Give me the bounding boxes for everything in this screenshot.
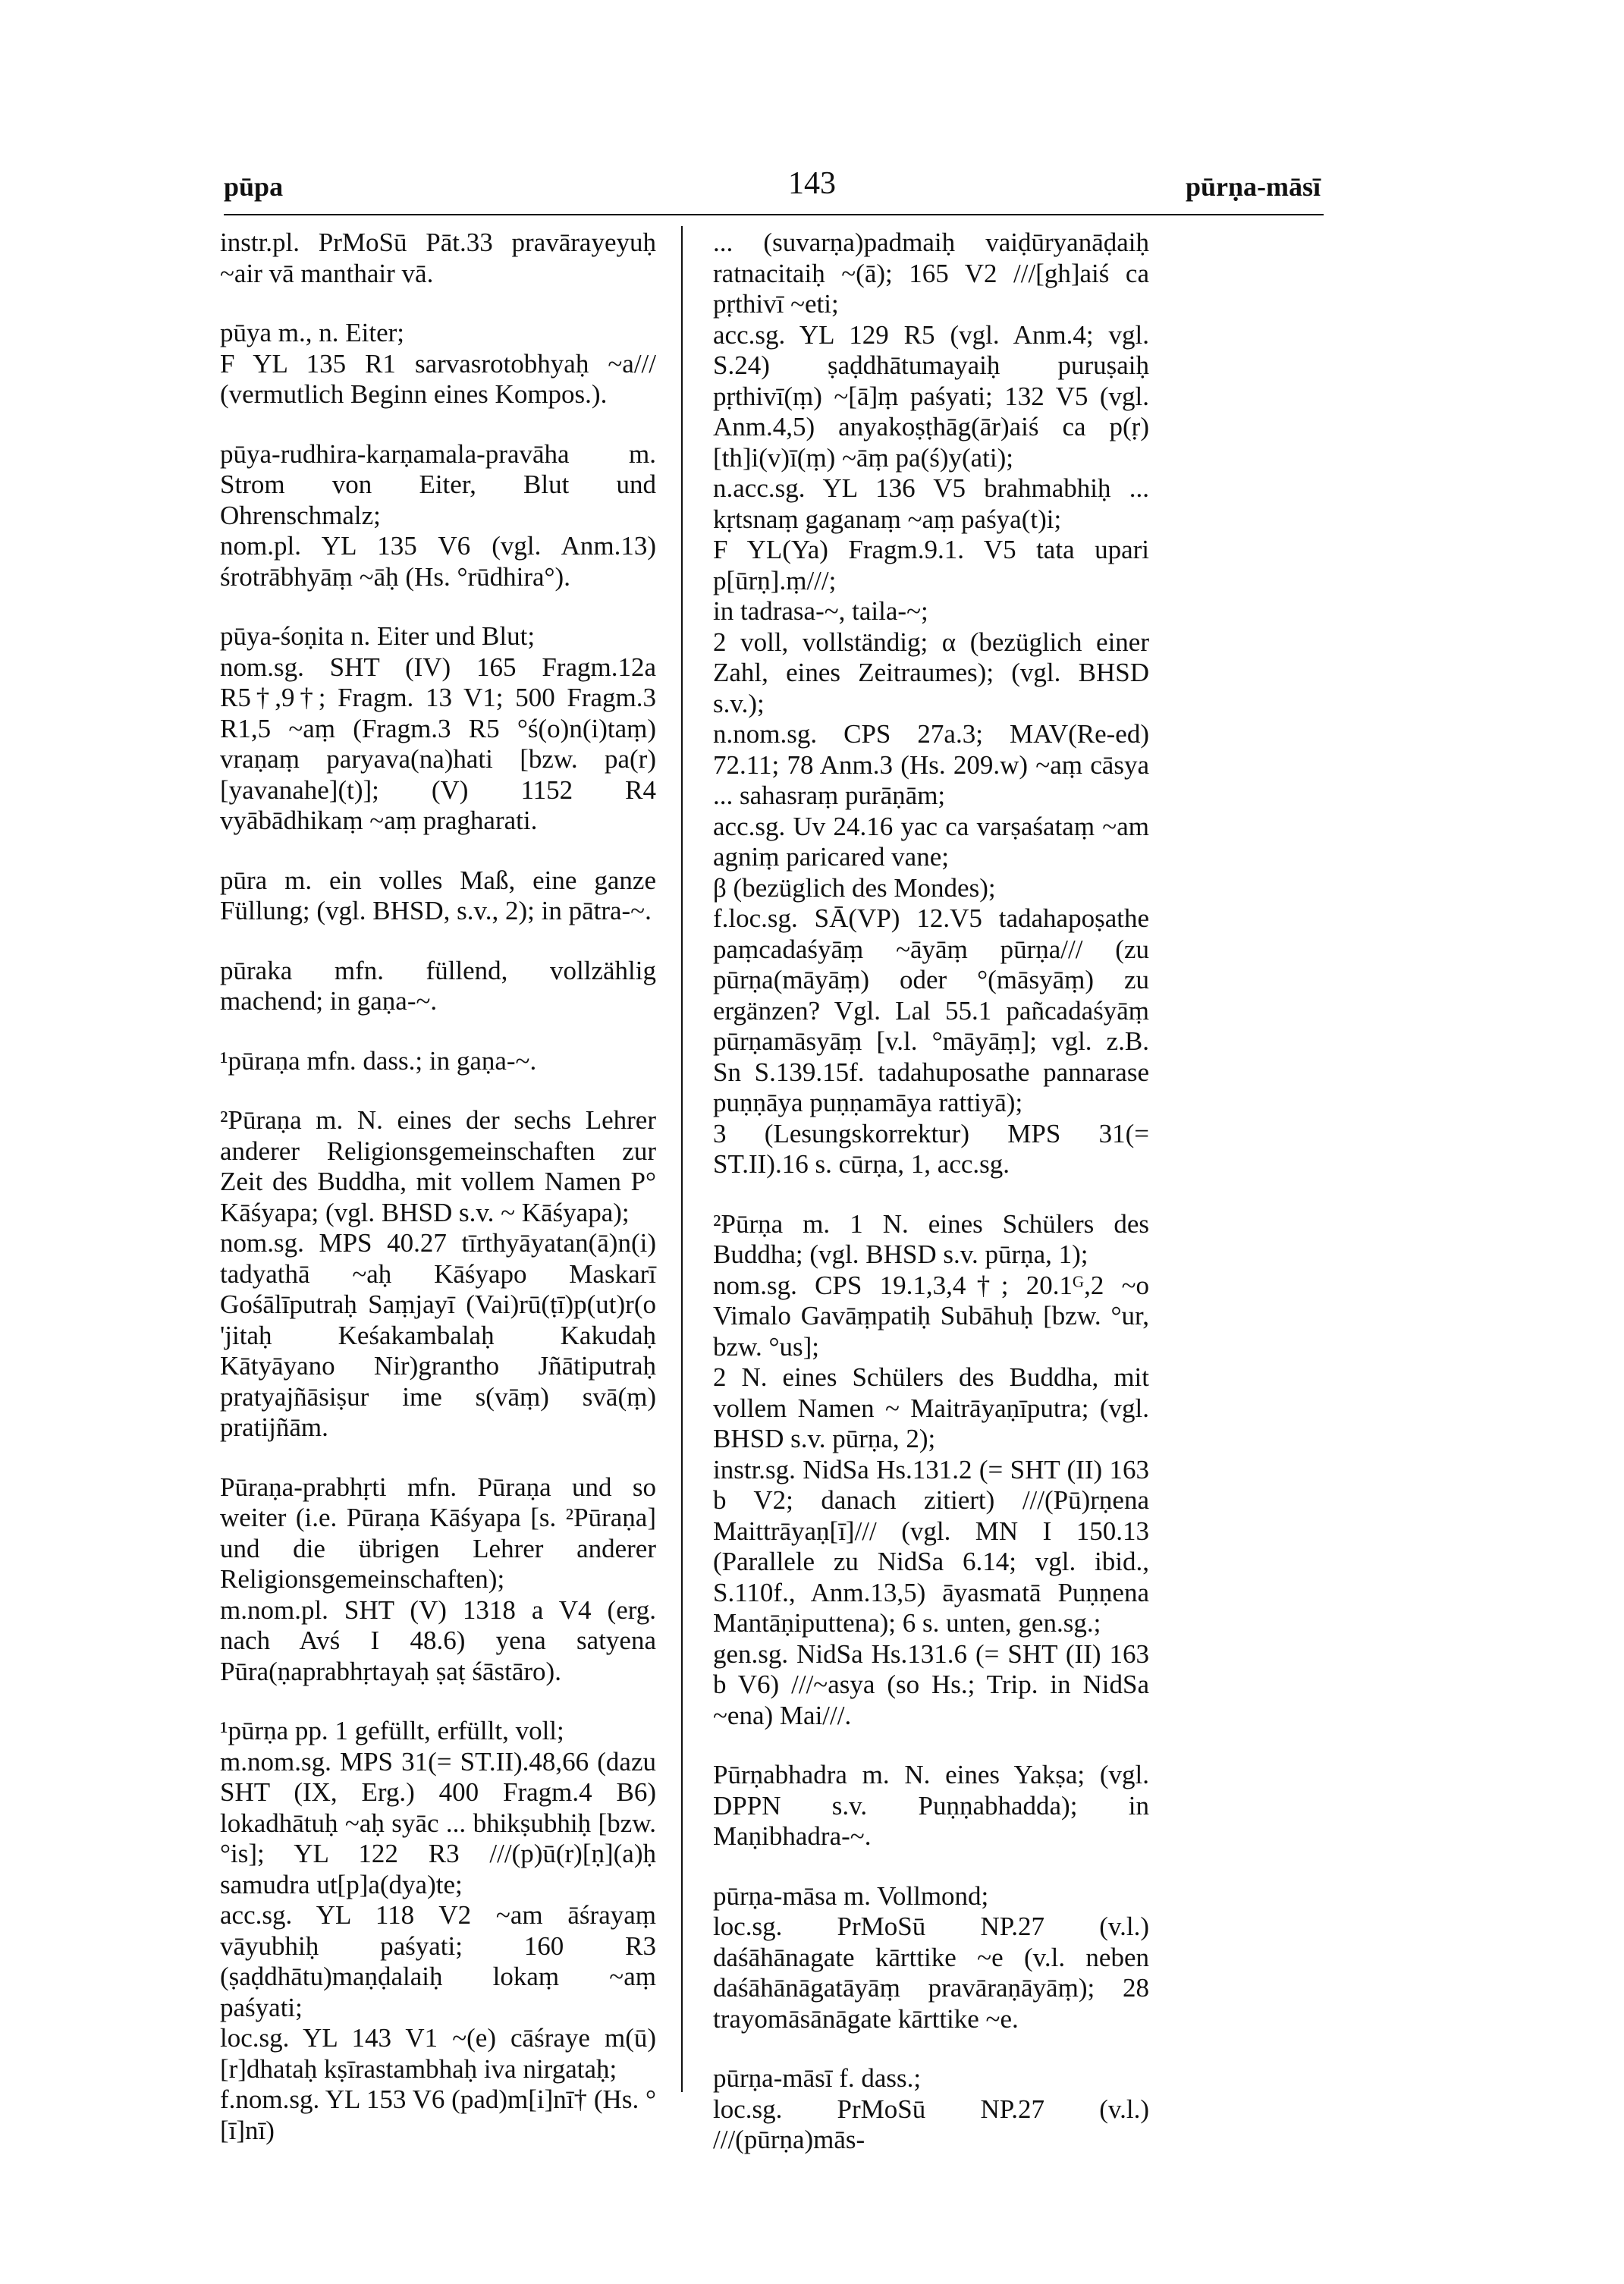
entry-headword-line: pūya-śoṇita n. Eiter und Blut; bbox=[220, 621, 536, 651]
column-divider bbox=[681, 226, 683, 2092]
entry-citation-line: acc.sg. YL 118 V2 ~am āśrayaṃ vāyubhiḥ paśyati; 160 R3 (ṣaḍdhātu)maṇḍalaiḥ lokaṃ ~aṃ paśyati; bbox=[220, 1900, 656, 2022]
entry-citation-line: loc.sg. PrMoSū NP.27 (v.l.) ///(pūrṇa)mās- bbox=[713, 2094, 1149, 2154]
dictionary-entry bbox=[713, 1209, 1149, 1732]
dictionary-entry bbox=[220, 956, 656, 1017]
dictionary-entry bbox=[220, 1472, 656, 1688]
entry-citation-line: n.nom.sg. CPS 27a.3; MAV(Re-ed) 72.11; 78 Anm.3 (Hs. 209.w) ~aṃ cāsya ... sahasraṃ purāṇām; bbox=[713, 719, 1149, 810]
entry-headword-line: pūrṇa-māsī f. dass.; bbox=[713, 2063, 922, 2093]
entry-citation-line: f.nom.sg. YL 153 V6 (pad)m[i]nī† (Hs. °[ī]nī) bbox=[220, 2085, 656, 2145]
entry-citation-line: gen.sg. NidSa Hs.131.6 (= SHT (II) 163 b V6) ///~asya (so Hs.; Trip. in NidSa ~ena) Mai///. bbox=[713, 1638, 1149, 1730]
running-head-right: pūrṇa-māsī bbox=[1185, 171, 1321, 202]
dictionary-entry bbox=[220, 1046, 656, 1077]
entry-headword-line: Pūraṇa-prabhṛti mfn. Pūraṇa und so weiter (i.e. Pūraṇa Kāśyapa [s. ²Pūraṇa] und die übrigen Lehrer anderer Religionsgemeinschaften); bbox=[220, 1472, 656, 1594]
entry-citation-line: 3 (Lesungskorrektur) MPS 31(= ST.II).16 s. cūrṇa, 1, acc.sg. bbox=[713, 1118, 1149, 1179]
dictionary-entry bbox=[220, 318, 656, 410]
entry-citation-line: loc.sg. YL 143 V1 ~(e) cāśraye m(ū)[r]dhataḥ kṣīrastambhaḥ iva nirgataḥ; bbox=[220, 2023, 656, 2084]
entry-citation-line: nom.sg. SHT (IV) 165 Fragm.12a R5†,9†; Fragm. 13 V1; 500 Fragm.3 R1,5 ~aṃ (Fragm.3 R5 °ś(o)n(i)taṃ) vraṇaṃ paryava(na)hati [bzw. pa(r)[yavanahe](t)]; (V) 1152 R4 vyābādhikaṃ ~aṃ pragharati. bbox=[220, 652, 656, 835]
entry-headword-line: ²Pūraṇa m. N. eines der sechs Lehrer anderer Religionsgemeinschaften zur Zeit des Buddha, mit vollem Namen P° Kāśyapa; (vgl. BHSD s.v. ~ Kāśyapa); bbox=[220, 1105, 656, 1227]
entry-headword-line: instr.pl. PrMoSū Pāt.33 pravārayeyuḥ ~air vā manthair vā. bbox=[220, 228, 656, 288]
entry-citation-line: nom.sg. CPS 19.1,3,4†; 20.1ᴳ,2 ~o Vimalo Gavāṃpatiḥ Subāhuḥ [bzw. °ur, bzw. °us]; bbox=[713, 1270, 1149, 1362]
entry-citation-line: acc.sg. YL 129 R5 (vgl. Anm.4; vgl. S.24) ṣaḍdhātumayaiḥ puruṣaiḥ pṛthivī(ṃ) ~[ā]ṃ paśyati; 132 V5 (vgl. Anm.4,5) anyakoṣṭhāg(ār)aiś ca p(ṛ)[th]i(v)ī(ṃ) ~āṃ pa(ś)y(ati); bbox=[713, 319, 1149, 473]
running-head-left: pūpa bbox=[224, 171, 284, 202]
entry-citation-line: nom.sg. MPS 40.27 tīrthyāyatan(ā)n(i) tadyathā ~aḥ Kāśyapo Maskarī Gośālīputraḥ Saṃjayī (Vai)rū(ṭī)p(ut)r(o 'jitaḥ Keśakambalaḥ Kakudaḥ Kātyāyano Nir)grantho Jñātiputraḥ pratyajñāsiṣur ime s(vāṃ) svā(ṃ) pratijñām. bbox=[220, 1228, 656, 1442]
entry-citation-line: 2 N. eines Schülers des Buddha, mit vollem Namen ~ Maitrāyaṇīputra; (vgl. BHSD s.v. pūrṇa, 2); bbox=[713, 1362, 1149, 1453]
dictionary-entry bbox=[220, 866, 656, 927]
entry-headword-line: pūra m. ein volles Maß, eine ganze Füllung; (vgl. BHSD, s.v., 2); in pātra-~. bbox=[220, 865, 656, 925]
entry-headword-line: pūya m., n. Eiter; bbox=[220, 318, 405, 347]
entry-citation-line: acc.sg. Uv 24.16 yac ca varṣaśataṃ ~am agniṃ paricared vane; bbox=[713, 811, 1149, 872]
dictionary-entry bbox=[220, 621, 656, 837]
entry-citation-line: m.nom.sg. MPS 31(= ST.II).48,66 (dazu SHT (IX, Erg.) 400 Fragm.4 B6) lokadhātuḥ ~aḥ syāc ... bhikṣubhiḥ [bzw. °is]; YL 122 R3 ///(p)ū(r)[ṇ](a)ḥ samudra ut[p]a(dya)te; bbox=[220, 1746, 656, 1899]
entry-citation-line: F YL 135 R1 sarvasrotobhyaḥ ~a/// (vermutlich Beginn eines Kompos.). bbox=[220, 348, 656, 409]
entry-citation-line: nom.pl. YL 135 V6 (vgl. Anm.13) śrotrābhyāṃ ~āḥ (Hs. °rūdhira°). bbox=[220, 531, 656, 592]
right-column bbox=[713, 228, 1149, 2185]
dictionary-entry bbox=[713, 2063, 1149, 2156]
entry-headword-line: ¹pūraṇa mfn. dass.; in gaṇa-~. bbox=[220, 1045, 537, 1076]
dictionary-entry bbox=[713, 228, 1149, 1180]
entry-headword-line: ... (suvarṇa)padmaiḥ vaiḍūryanāḍaiḥ ratnacitaiḥ ~(ā); 165 V2 ///[gh]aiś ca pṛthivī ~eti; bbox=[713, 228, 1149, 319]
entry-citation-line: m.nom.pl. SHT (V) 1318 a V4 (erg. nach Avś I 48.6) yena satyena Pūra(ṇaprabhṛtayaḥ ṣaṭ śāstāro). bbox=[220, 1594, 656, 1686]
dictionary-entry bbox=[220, 1105, 656, 1444]
dictionary-entry bbox=[713, 1760, 1149, 1852]
page-number: 143 bbox=[788, 166, 836, 201]
entry-headword-line: pūya-rudhira-karṇamala-pravāha m. Strom von Eiter, Blut und Ohrenschmalz; bbox=[220, 438, 656, 530]
dictionary-entry bbox=[220, 228, 656, 289]
entry-citation-line: n.acc.sg. YL 136 V5 brahmabhiḥ ... kṛtsnaṃ gaganaṃ ~aṃ paśya(t)i; bbox=[713, 473, 1149, 534]
entry-citation-line: loc.sg. PrMoSū NP.27 (v.l.) daśāhānagate kārttike ~e (v.l. neben daśāhānāgatāyāṃ pravāraṇāyāṃ); 28 trayomāsānāgate kārttike ~e. bbox=[713, 1912, 1149, 2034]
entry-citation-line: in tadrasa-~, taila-~; bbox=[713, 596, 928, 626]
entry-citation-line: F YL(Ya) Fragm.9.1. V5 tata upari p[ūrṇ].ṃ///; bbox=[713, 535, 1149, 595]
entry-headword-line: pūrṇa-māsa m. Vollmond; bbox=[713, 1880, 989, 1911]
entry-citation-line: β (bezüglich des Mondes); bbox=[713, 872, 996, 903]
header-rule bbox=[224, 214, 1324, 215]
entry-citation-line: f.loc.sg. SĀ(VP) 12.V5 tadahapoṣathe paṃcadaśyāṃ ~āyāṃ pūrṇa/// (zu pūrṇa(māyāṃ) oder °(māsyāṃ) zu ergänzen? Vgl. Lal 55.1 pañcadaśyāṃ pūrṇamāsyāṃ [v.l. °māyāṃ]; vgl. z.B. Sn S.139.15f. tadahuposathe pannarase puṇṇāya puṇṇamāya rattiyā); bbox=[713, 903, 1149, 1117]
entry-citation-line: 2 voll, vollständig; α (bezüglich einer Zahl, eines Zeitraumes); (vgl. BHSD s.v.); bbox=[713, 627, 1149, 718]
dictionary-entry bbox=[220, 439, 656, 593]
dictionary-entry bbox=[713, 1881, 1149, 2035]
dictionary-entry bbox=[220, 1716, 656, 2146]
entry-headword-line: Pūrṇabhadra m. N. eines Yakṣa; (vgl. DPPN s.v. Puṇṇabhadda); in Maṇibhadra-~. bbox=[713, 1760, 1149, 1851]
left-column bbox=[220, 228, 656, 2175]
entry-headword-line: ¹pūrṇa pp. 1 gefüllt, erfüllt, voll; bbox=[220, 1716, 564, 1745]
entry-headword-line: pūraka mfn. füllend, vollzählig machend; in gaṇa-~. bbox=[220, 955, 656, 1016]
entry-citation-line: instr.sg. NidSa Hs.131.2 (= SHT (II) 163 b V2; danach zitiert) ///(Pū)rṇena Maittrāyaṇ[ī]/// (vgl. MN I 150.13 (Parallele zu NidSa 6.14; vgl. ibid., S.110f., Anm.13,5) āyasmatā Puṇṇena Mantāṇiputtena); 6 s. unten, gen.sg.; bbox=[713, 1454, 1149, 1638]
entry-headword-line: ²Pūrṇa m. 1 N. eines Schülers des Buddha; (vgl. BHSD s.v. pūrṇa, 1); bbox=[713, 1208, 1149, 1269]
